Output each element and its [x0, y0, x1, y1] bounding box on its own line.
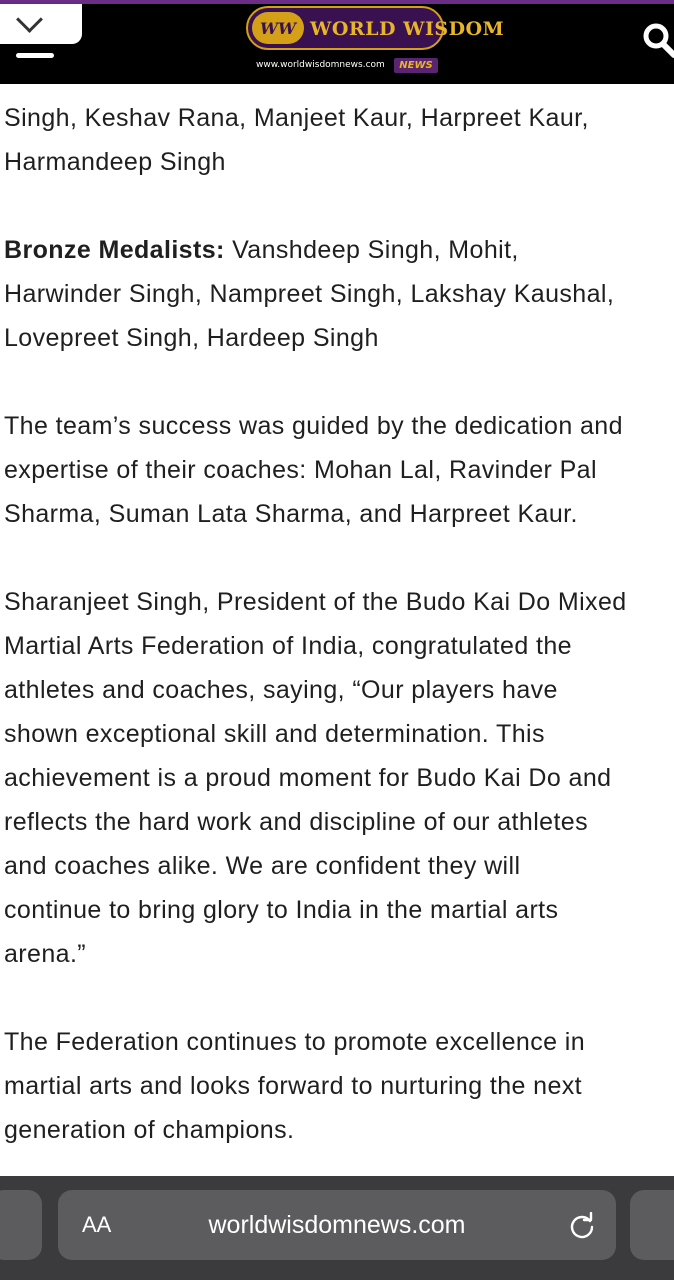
text-line: expertise of their coaches: Mohan Lal, Ravinder Pal	[4, 456, 597, 484]
text-line: shown exceptional skill and determination. This	[4, 720, 545, 748]
logo-news-badge: NEWS	[394, 58, 438, 73]
text-line: Harwinder Singh, Nampreet Singh, Lakshay Kaushal,	[4, 280, 615, 308]
site-logo[interactable]	[246, 6, 505, 78]
bronze-names-start: Vanshdeep Singh, Mohit,	[224, 236, 519, 264]
menu-icon[interactable]	[16, 53, 54, 58]
president-quote-paragraph	[4, 580, 674, 976]
url-text[interactable]: worldwisdomnews.com	[208, 1211, 466, 1239]
text-line: The team’s success was guided by the dedication and	[4, 412, 623, 440]
text-line	[4, 228, 674, 272]
chevron-down-icon	[16, 6, 43, 33]
text-line: achievement is a proud moment for Budo Kai Do and	[4, 764, 612, 792]
reload-icon[interactable]	[568, 1212, 596, 1240]
text-line: Sharanjeet Singh, President of the Budo Kai Do Mixed	[4, 588, 627, 616]
text-line: athletes and coaches, saying, “Our players have	[4, 676, 558, 704]
logo-name: WORLD WISDOM	[310, 18, 505, 40]
previous-tab-preview[interactable]	[0, 1190, 42, 1260]
bronze-medalists-paragraph	[4, 228, 674, 360]
text-line: Sharma, Suman Lata Sharma, and Harpreet Kaur.	[4, 500, 578, 528]
next-tab-preview[interactable]	[630, 1190, 674, 1260]
text-line: and coaches alike. We are confident they will	[4, 852, 521, 880]
gold-silver-tail-paragraph	[4, 96, 674, 184]
text-line: generation of champions.	[4, 1116, 295, 1144]
text-line: continue to bring glory to India in the martial arts	[4, 896, 559, 924]
text-line: The Federation continues to promote excellence in	[4, 1028, 586, 1056]
article-body	[4, 96, 674, 1196]
text-line: reflects the hard work and discipline of our athletes	[4, 808, 589, 836]
search-icon[interactable]	[642, 22, 674, 58]
text-line: arena.”	[4, 940, 87, 968]
address-bar[interactable]	[58, 1190, 616, 1260]
federation-paragraph	[4, 1020, 674, 1152]
text-line: martial arts and looks forward to nurturing the next	[4, 1072, 583, 1100]
text-size-icon[interactable]: AA	[82, 1212, 112, 1237]
text-line: Lovepreet Singh, Hardeep Singh	[4, 324, 379, 352]
site-header	[0, 4, 674, 84]
browser-toolbar	[0, 1176, 674, 1280]
text-line: Harmandeep Singh	[4, 148, 226, 176]
logo-url: www.worldwisdomnews.com	[256, 60, 385, 70]
text-line: Singh, Keshav Rana, Manjeet Kaur, Harpreet Kaur,	[4, 104, 589, 132]
collapse-header-button[interactable]	[0, 4, 82, 44]
logo-mark: WW	[252, 12, 304, 44]
text-line: Martial Arts Federation of India, congratulated the	[4, 632, 572, 660]
logo-pill	[246, 6, 505, 50]
coaches-paragraph	[4, 404, 674, 536]
bronze-label: Bronze Medalists:	[4, 236, 225, 264]
